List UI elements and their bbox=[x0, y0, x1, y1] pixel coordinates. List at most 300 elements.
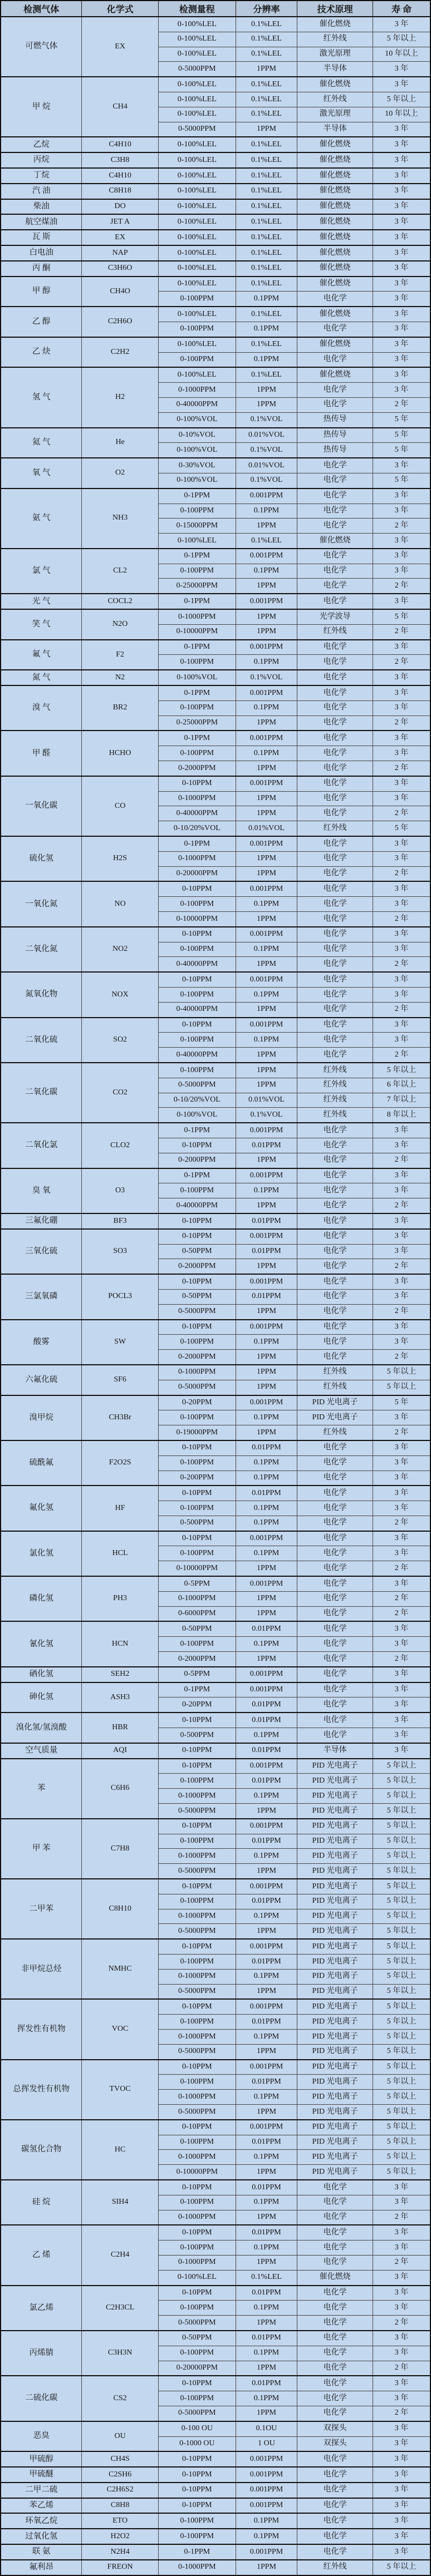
lifespan-cell: 3 年 bbox=[373, 245, 430, 261]
lifespan-cell: 3 年 bbox=[373, 1667, 430, 1682]
principle-cell: 催化燃烧 bbox=[297, 137, 373, 152]
table-row bbox=[1, 685, 430, 700]
resolution-cell: 1PPM bbox=[236, 791, 297, 806]
principle-cell: 电化学 bbox=[297, 851, 373, 866]
lifespan-cell: 2 年 bbox=[373, 2255, 430, 2270]
table-row bbox=[1, 1879, 430, 1894]
range-cell: 0-100PPM bbox=[158, 2015, 236, 2030]
resolution-cell: 1PPM bbox=[236, 1924, 297, 1939]
range-cell: 0-100%LEL bbox=[158, 32, 236, 47]
table-row bbox=[1, 1999, 430, 2014]
range-cell: 0-10%VOL bbox=[158, 428, 236, 443]
resolution-cell: 1PPM bbox=[236, 912, 297, 927]
principle-cell: PID 光电离子 bbox=[297, 1909, 373, 1924]
table-row bbox=[1, 1213, 430, 1229]
principle-cell: 电化学 bbox=[297, 1516, 373, 1531]
range-cell: 0-5000PPM bbox=[158, 1380, 236, 1395]
range-cell: 0-100PPM bbox=[158, 1455, 236, 1470]
principle-cell: 电化学 bbox=[297, 2241, 373, 2256]
formula-cell: NAP bbox=[82, 245, 158, 261]
gas-name-cell: 氯乙烯 bbox=[1, 2286, 82, 2331]
principle-cell: PID 光电离子 bbox=[297, 1864, 373, 1879]
lifespan-cell: 3 年 bbox=[373, 292, 430, 307]
principle-cell: PID 光电离子 bbox=[297, 1804, 373, 1819]
range-cell: 0-2000PPM bbox=[158, 1153, 236, 1168]
table-row bbox=[1, 261, 430, 277]
gas-name-cell: 甲硫醚 bbox=[1, 2467, 82, 2483]
gas-name-cell: 笑 气 bbox=[1, 609, 82, 640]
range-cell: 0-200PPM bbox=[158, 1470, 236, 1486]
range-cell: 0-5000PPM bbox=[158, 1304, 236, 1319]
resolution-cell: 1PPM bbox=[236, 2316, 297, 2331]
range-cell: 0-50PPM bbox=[158, 2331, 236, 2346]
lifespan-cell: 3 年 bbox=[373, 1289, 430, 1304]
formula-cell: CH4 bbox=[82, 77, 158, 137]
range-cell: 0-10PPM bbox=[158, 927, 236, 942]
range-cell: 0-100PPM bbox=[158, 746, 236, 761]
lifespan-cell: 3 年 bbox=[373, 1335, 430, 1350]
formula-cell: ASH3 bbox=[82, 1682, 158, 1713]
formula-cell: C2H6O bbox=[82, 307, 158, 337]
formula-cell: FREON bbox=[82, 2560, 158, 2575]
lifespan-cell: 5 年以上 bbox=[373, 2060, 430, 2075]
table-row bbox=[1, 2544, 430, 2560]
principle-cell: 红外线 bbox=[297, 1078, 373, 1093]
table-row bbox=[1, 2376, 430, 2391]
lifespan-cell: 5 年以上 bbox=[373, 2120, 430, 2135]
principle-cell: PID 光电离子 bbox=[297, 1924, 373, 1939]
resolution-cell: 0.01PPM bbox=[236, 1486, 297, 1501]
principle-cell: 电化学 bbox=[297, 2529, 373, 2544]
resolution-cell: 0.01%VOL bbox=[236, 1093, 297, 1108]
principle-cell: 电化学 bbox=[297, 791, 373, 806]
range-cell: 0-5000PPM bbox=[158, 1924, 236, 1939]
lifespan-cell: 3 年 bbox=[373, 2544, 430, 2560]
lifespan-cell: 3 年 bbox=[373, 1470, 430, 1486]
principle-cell: 电化学 bbox=[297, 1335, 373, 1350]
principle-cell: 电化学 bbox=[297, 2195, 373, 2210]
principle-cell: 电化学 bbox=[297, 2376, 373, 2391]
gas-name-cell: 苯 bbox=[1, 1759, 82, 1819]
lifespan-cell: 3 年 bbox=[373, 1728, 430, 1743]
resolution-cell: 1PPM bbox=[236, 579, 297, 594]
formula-cell: HCL bbox=[82, 1531, 158, 1576]
range-cell: 0-5000PPM bbox=[158, 2406, 236, 2421]
table-row bbox=[1, 307, 430, 322]
principle-cell: 热传导 bbox=[297, 412, 373, 427]
lifespan-cell: 2 年 bbox=[373, 1350, 430, 1365]
lifespan-cell: 2 年 bbox=[373, 957, 430, 972]
range-cell: 0-1PPM bbox=[158, 1123, 236, 1138]
gas-name-cell: 氢 气 bbox=[1, 367, 82, 427]
lifespan-cell: 3 年 bbox=[373, 549, 430, 564]
principle-cell: 催化燃烧 bbox=[297, 245, 373, 261]
range-cell: 0-10PPM bbox=[158, 1320, 236, 1335]
range-cell: 0-2000PPM bbox=[158, 1259, 236, 1274]
resolution-cell: 0.001PPM bbox=[236, 1168, 297, 1183]
range-cell: 0-1000PPM bbox=[158, 2210, 236, 2225]
principle-cell: PID 光电离子 bbox=[297, 1999, 373, 2014]
table-row bbox=[1, 1759, 430, 1774]
table-row bbox=[1, 1168, 430, 1183]
lifespan-cell: 3 年 bbox=[373, 851, 430, 866]
lifespan-cell: 3 年 bbox=[373, 2391, 430, 2406]
table-row bbox=[1, 458, 430, 473]
principle-cell: PID 光电离子 bbox=[297, 2135, 373, 2150]
range-cell: 0-100PPM bbox=[158, 1637, 236, 1652]
principle-cell: 电化学 bbox=[297, 988, 373, 1003]
lifespan-cell: 5 年以上 bbox=[373, 1939, 430, 1954]
resolution-cell: 0.001PPM bbox=[236, 927, 297, 942]
principle-cell: 电化学 bbox=[297, 715, 373, 731]
lifespan-cell: 5 年 bbox=[373, 473, 430, 488]
table-row bbox=[1, 230, 430, 245]
lifespan-cell: 2 年 bbox=[373, 1304, 430, 1319]
lifespan-cell: 3 年 bbox=[373, 1033, 430, 1048]
resolution-cell: 0.001PPM bbox=[236, 1123, 297, 1138]
gas-name-cell: 三氯氧磷 bbox=[1, 1274, 82, 1319]
resolution-cell: 0.001PPM bbox=[236, 1229, 297, 1244]
range-cell: 0-1PPM bbox=[158, 836, 236, 851]
lifespan-cell: 3 年 bbox=[373, 137, 430, 152]
gas-name-cell: 汽 油 bbox=[1, 184, 82, 199]
lifespan-cell: 5 年以上 bbox=[373, 1924, 430, 1939]
lifespan-cell: 3 年 bbox=[373, 1274, 430, 1289]
principle-cell: PID 光电离子 bbox=[297, 1879, 373, 1894]
formula-cell: JET A bbox=[82, 214, 158, 230]
formula-cell: C8H10 bbox=[82, 1879, 158, 1939]
gas-name-cell: 丙烯腈 bbox=[1, 2331, 82, 2376]
range-cell: 0-100PPM bbox=[158, 1894, 236, 1909]
gas-name-cell: 氮 气 bbox=[1, 670, 82, 685]
resolution-cell: 0.01PPM bbox=[236, 2180, 297, 2195]
principle-cell: PID 光电离子 bbox=[297, 2120, 373, 2135]
principle-cell: PID 光电离子 bbox=[297, 1834, 373, 1849]
principle-cell: 催化燃烧 bbox=[297, 77, 373, 92]
formula-cell: CLO2 bbox=[82, 1123, 158, 1168]
lifespan-cell: 3 年 bbox=[373, 564, 430, 579]
resolution-cell: 0.1%VOL bbox=[236, 412, 297, 427]
resolution-cell: 1PPM bbox=[236, 1984, 297, 1999]
lifespan-cell: 2 年 bbox=[373, 912, 430, 927]
range-cell: 0-2000PPM bbox=[158, 761, 236, 776]
principle-cell: 催化燃烧 bbox=[297, 168, 373, 184]
principle-cell: 红外线 bbox=[297, 1425, 373, 1440]
range-cell: 0-10PPM bbox=[158, 2376, 236, 2391]
lifespan-cell: 3 年 bbox=[373, 199, 430, 215]
principle-cell: 电化学 bbox=[297, 1244, 373, 1259]
lifespan-cell: 3 年 bbox=[373, 1486, 430, 1501]
lifespan-cell: 3 年 bbox=[373, 2483, 430, 2498]
principle-cell: 电化学 bbox=[297, 1350, 373, 1365]
gas-name-cell: 氨 气 bbox=[1, 488, 82, 549]
resolution-cell: 1PPM bbox=[236, 1864, 297, 1879]
resolution-cell: 0.1PPM bbox=[236, 2301, 297, 2316]
table-row bbox=[1, 1682, 430, 1697]
principle-cell: 电化学 bbox=[297, 927, 373, 942]
resolution-cell: 0.1PPM bbox=[236, 352, 297, 367]
lifespan-cell: 3 年 bbox=[373, 307, 430, 322]
range-cell: 0-100PPM bbox=[158, 1063, 236, 1078]
resolution-cell: 0.1%VOL bbox=[236, 1108, 297, 1123]
lifespan-cell: 3 年 bbox=[373, 1229, 430, 1244]
lifespan-cell: 2 年 bbox=[373, 1002, 430, 1017]
resolution-cell: 0.1PPM bbox=[236, 942, 297, 957]
gas-name-cell: 航空煤油 bbox=[1, 214, 82, 230]
range-cell: 0-100PPM bbox=[158, 1834, 236, 1849]
resolution-cell: 1PPM bbox=[236, 806, 297, 821]
lifespan-cell: 3 年 bbox=[373, 594, 430, 609]
gas-name-cell: 氧 气 bbox=[1, 458, 82, 488]
resolution-cell: 0.1PPM bbox=[236, 655, 297, 670]
principle-cell: 电化学 bbox=[297, 972, 373, 987]
range-cell: 0-100PPM bbox=[158, 2301, 236, 2316]
principle-cell: 电化学 bbox=[297, 519, 373, 534]
gas-name-cell: 氟利昂 bbox=[1, 2560, 82, 2575]
lifespan-cell: 5 年以上 bbox=[373, 2029, 430, 2044]
gas-name-cell: 一氧化氮 bbox=[1, 881, 82, 926]
gas-name-cell: 乙 醇 bbox=[1, 307, 82, 337]
lifespan-cell: 3 年 bbox=[373, 942, 430, 957]
range-cell: 0-5000PPM bbox=[158, 2316, 236, 2331]
gas-name-cell: 非甲烷总烃 bbox=[1, 1939, 82, 1999]
resolution-cell: 1PPM bbox=[236, 866, 297, 881]
lifespan-cell: 3 年 bbox=[373, 62, 430, 77]
range-cell: 0-5000PPM bbox=[158, 1078, 236, 1093]
principle-cell: 红外线 bbox=[297, 32, 373, 47]
resolution-cell: 0.1%LEL bbox=[236, 168, 297, 184]
lifespan-cell: 5 年以上 bbox=[373, 1365, 430, 1380]
lifespan-cell: 3 年 bbox=[373, 17, 430, 32]
table-row bbox=[1, 1018, 430, 1033]
table-row bbox=[1, 277, 430, 292]
lifespan-cell: 5 年以上 bbox=[373, 2044, 430, 2059]
formula-cell: HF bbox=[82, 1486, 158, 1531]
range-cell: 0-20000PPM bbox=[158, 2361, 236, 2376]
table-row bbox=[1, 245, 430, 261]
principle-cell: 红外线 bbox=[297, 92, 373, 107]
lifespan-cell: 3 年 bbox=[373, 746, 430, 761]
lifespan-cell: 5 年以上 bbox=[373, 1759, 430, 1774]
table-row bbox=[1, 2498, 430, 2514]
formula-cell: NMHC bbox=[82, 1939, 158, 1999]
gas-name-cell: 过氧化氢 bbox=[1, 2529, 82, 2544]
gas-name-cell: 氰化氢 bbox=[1, 1621, 82, 1666]
range-cell: 0-40000PPM bbox=[158, 1198, 236, 1213]
range-cell: 0-1PPM bbox=[158, 2544, 236, 2560]
table-row bbox=[1, 1395, 430, 1410]
table-row bbox=[1, 1440, 430, 1455]
lifespan-cell: 2 年 bbox=[373, 1198, 430, 1213]
resolution-cell: 0.01PPM bbox=[236, 2225, 297, 2240]
lifespan-cell: 3 年 bbox=[373, 1168, 430, 1183]
range-cell: 0-100%LEL bbox=[158, 47, 236, 62]
principle-cell: 电化学 bbox=[297, 1183, 373, 1198]
table-row bbox=[1, 2225, 430, 2240]
range-cell: 0-10PPM bbox=[158, 1999, 236, 2014]
lifespan-cell: 3 年 bbox=[373, 277, 430, 292]
resolution-cell: 1PPM bbox=[236, 2560, 297, 2575]
table-row bbox=[1, 2286, 430, 2301]
range-cell: 0-5000PPM bbox=[158, 1984, 236, 1999]
principle-cell: 电化学 bbox=[297, 2346, 373, 2361]
principle-cell: 电化学 bbox=[297, 1546, 373, 1561]
resolution-cell: 0.1%LEL bbox=[236, 534, 297, 549]
range-cell: 0-1000PPM bbox=[158, 2150, 236, 2165]
range-cell: 0-10PPM bbox=[158, 2498, 236, 2514]
range-cell: 0-100PPM bbox=[158, 1335, 236, 1350]
lifespan-cell: 5 年以上 bbox=[373, 2135, 430, 2150]
lifespan-cell: 10 年以上 bbox=[373, 47, 430, 62]
gas-name-cell: 磷化氢 bbox=[1, 1576, 82, 1621]
resolution-cell: 0.01PPM bbox=[236, 1743, 297, 1759]
table-row bbox=[1, 488, 430, 504]
principle-cell: 电化学 bbox=[297, 1667, 373, 1682]
lifespan-cell: 5 年以上 bbox=[373, 2165, 430, 2180]
lifespan-cell: 3 年 bbox=[373, 1621, 430, 1636]
principle-cell: 催化燃烧 bbox=[297, 214, 373, 230]
gas-name-cell: 乙烷 bbox=[1, 137, 82, 152]
gas-name-cell: 硒化氢 bbox=[1, 1667, 82, 1682]
range-cell: 0-1PPM bbox=[158, 549, 236, 564]
gas-name-cell: 光 气 bbox=[1, 594, 82, 609]
formula-cell: CH4O bbox=[82, 277, 158, 307]
range-cell: 0-100PPM bbox=[158, 2241, 236, 2256]
range-cell: 0-100%LEL bbox=[158, 77, 236, 92]
principle-cell: 电化学 bbox=[297, 1168, 373, 1183]
gas-name-cell: 硫化氢 bbox=[1, 836, 82, 881]
gas-name-cell: 硅 烷 bbox=[1, 2180, 82, 2225]
resolution-cell: 0.001PPM bbox=[236, 1819, 297, 1834]
formula-cell: C3H6O bbox=[82, 261, 158, 277]
resolution-cell: 1PPM bbox=[236, 2255, 297, 2270]
range-cell: 0-100PPM bbox=[158, 292, 236, 307]
range-cell: 0-2000PPM bbox=[158, 1652, 236, 1667]
lifespan-cell: 5 年以上 bbox=[373, 1063, 430, 1078]
range-cell: 0-10PPM bbox=[158, 1440, 236, 1455]
range-cell: 0-10PPM bbox=[158, 2483, 236, 2498]
formula-cell: SW bbox=[82, 1320, 158, 1365]
principle-cell: 红外线 bbox=[297, 2560, 373, 2575]
resolution-cell: 1PPM bbox=[236, 1048, 297, 1063]
resolution-cell: 0.001PPM bbox=[236, 1576, 297, 1591]
resolution-cell: 1PPM bbox=[236, 2210, 297, 2225]
principle-cell: 电化学 bbox=[297, 2544, 373, 2560]
resolution-cell: 0.001PPM bbox=[236, 1395, 297, 1410]
principle-cell: PID 光电离子 bbox=[297, 1395, 373, 1410]
range-cell: 0-100PPM bbox=[158, 942, 236, 957]
resolution-cell: 0.1%VOL bbox=[236, 443, 297, 458]
table-row bbox=[1, 594, 430, 609]
lifespan-cell: 10 年以上 bbox=[373, 107, 430, 122]
principle-cell: PID 光电离子 bbox=[297, 2044, 373, 2059]
principle-cell: PID 光电离子 bbox=[297, 1939, 373, 1954]
table-row bbox=[1, 1576, 430, 1591]
range-cell: 0-10PPM bbox=[158, 2451, 236, 2467]
lifespan-cell: 3 年 bbox=[373, 700, 430, 715]
resolution-cell: 1PPM bbox=[236, 2165, 297, 2180]
table-row bbox=[1, 549, 430, 564]
lifespan-cell: 3 年 bbox=[373, 685, 430, 700]
gas-name-cell: 甲 烷 bbox=[1, 77, 82, 137]
resolution-cell: 0.001PPM bbox=[236, 776, 297, 791]
principle-cell: 催化燃烧 bbox=[297, 337, 373, 352]
range-cell: 0-50PPM bbox=[158, 1244, 236, 1259]
resolution-cell: 1PPM bbox=[236, 1078, 297, 1093]
principle-cell: 红外线 bbox=[297, 1380, 373, 1395]
range-cell: 0-1000PPM bbox=[158, 2029, 236, 2044]
formula-cell: CO bbox=[82, 776, 158, 836]
resolution-cell: 0.1%LEL bbox=[236, 261, 297, 277]
range-cell: 0-100%LEL bbox=[158, 245, 236, 261]
formula-cell: SO3 bbox=[82, 1229, 158, 1274]
resolution-cell: 1PPM bbox=[236, 715, 297, 731]
principle-cell: 半导体 bbox=[297, 1743, 373, 1759]
principle-cell: 电化学 bbox=[297, 2301, 373, 2316]
principle-cell: 电化学 bbox=[297, 2406, 373, 2421]
principle-cell: PID 光电离子 bbox=[297, 2029, 373, 2044]
gas-name-cell: 砷化氢 bbox=[1, 1682, 82, 1713]
principle-cell: 电化学 bbox=[297, 1713, 373, 1728]
range-cell: 0-100PPM bbox=[158, 655, 236, 670]
lifespan-cell: 3 年 bbox=[373, 2286, 430, 2301]
lifespan-cell: 3 年 bbox=[373, 1213, 430, 1229]
lifespan-cell: 5 年以上 bbox=[373, 1864, 430, 1879]
range-cell: 0-100PPM bbox=[158, 1183, 236, 1198]
lifespan-cell: 3 年 bbox=[373, 168, 430, 184]
gas-name-cell: 酸雾 bbox=[1, 1320, 82, 1365]
column-header-5: 寿 命 bbox=[373, 1, 430, 17]
principle-cell: 电化学 bbox=[297, 1229, 373, 1244]
range-cell: 0-1000PPM bbox=[158, 2560, 236, 2575]
table-row bbox=[1, 2451, 430, 2467]
resolution-cell: 1PPM bbox=[236, 2104, 297, 2119]
resolution-cell: 0.1%LEL bbox=[236, 2270, 297, 2285]
lifespan-cell: 2 年 bbox=[373, 1591, 430, 1606]
lifespan-cell: 8 年以上 bbox=[373, 1108, 430, 1123]
principle-cell: 红外线 bbox=[297, 1063, 373, 1078]
resolution-cell: 0.1PPM bbox=[236, 1969, 297, 1984]
principle-cell: 热传导 bbox=[297, 443, 373, 458]
principle-cell: 电化学 bbox=[297, 2467, 373, 2483]
principle-cell: 电化学 bbox=[297, 1138, 373, 1153]
range-cell: 0-100PPM bbox=[158, 1774, 236, 1789]
range-cell: 0-1000PPM bbox=[158, 1591, 236, 1606]
resolution-cell: 0.1OU bbox=[236, 2421, 297, 2436]
principle-cell: 催化燃烧 bbox=[297, 152, 373, 168]
range-cell: 0-100PPM bbox=[158, 2391, 236, 2406]
resolution-cell: 0.001PPM bbox=[236, 1274, 297, 1289]
range-cell: 0-25000PPM bbox=[158, 579, 236, 594]
resolution-cell: 0.1PPM bbox=[236, 2346, 297, 2361]
range-cell: 0-10000PPM bbox=[158, 1561, 236, 1576]
gas-name-cell: 瓦 斯 bbox=[1, 230, 82, 245]
gas-name-cell: 乙 烯 bbox=[1, 2225, 82, 2285]
table-row bbox=[1, 1667, 430, 1682]
range-cell: 0-100%LEL bbox=[158, 337, 236, 352]
lifespan-cell: 3 年 bbox=[373, 881, 430, 896]
principle-cell: PID 光电离子 bbox=[297, 1759, 373, 1774]
principle-cell: 催化燃烧 bbox=[297, 307, 373, 322]
formula-cell: COCL2 bbox=[82, 594, 158, 609]
range-cell: 0-20PPM bbox=[158, 1395, 236, 1410]
principle-cell: 催化燃烧 bbox=[297, 230, 373, 245]
resolution-cell: 0.1%VOL bbox=[236, 473, 297, 488]
principle-cell: 电化学 bbox=[297, 2498, 373, 2514]
lifespan-cell: 3 年 bbox=[373, 488, 430, 504]
lifespan-cell: 6 年以上 bbox=[373, 1078, 430, 1093]
principle-cell: 电化学 bbox=[297, 1289, 373, 1304]
